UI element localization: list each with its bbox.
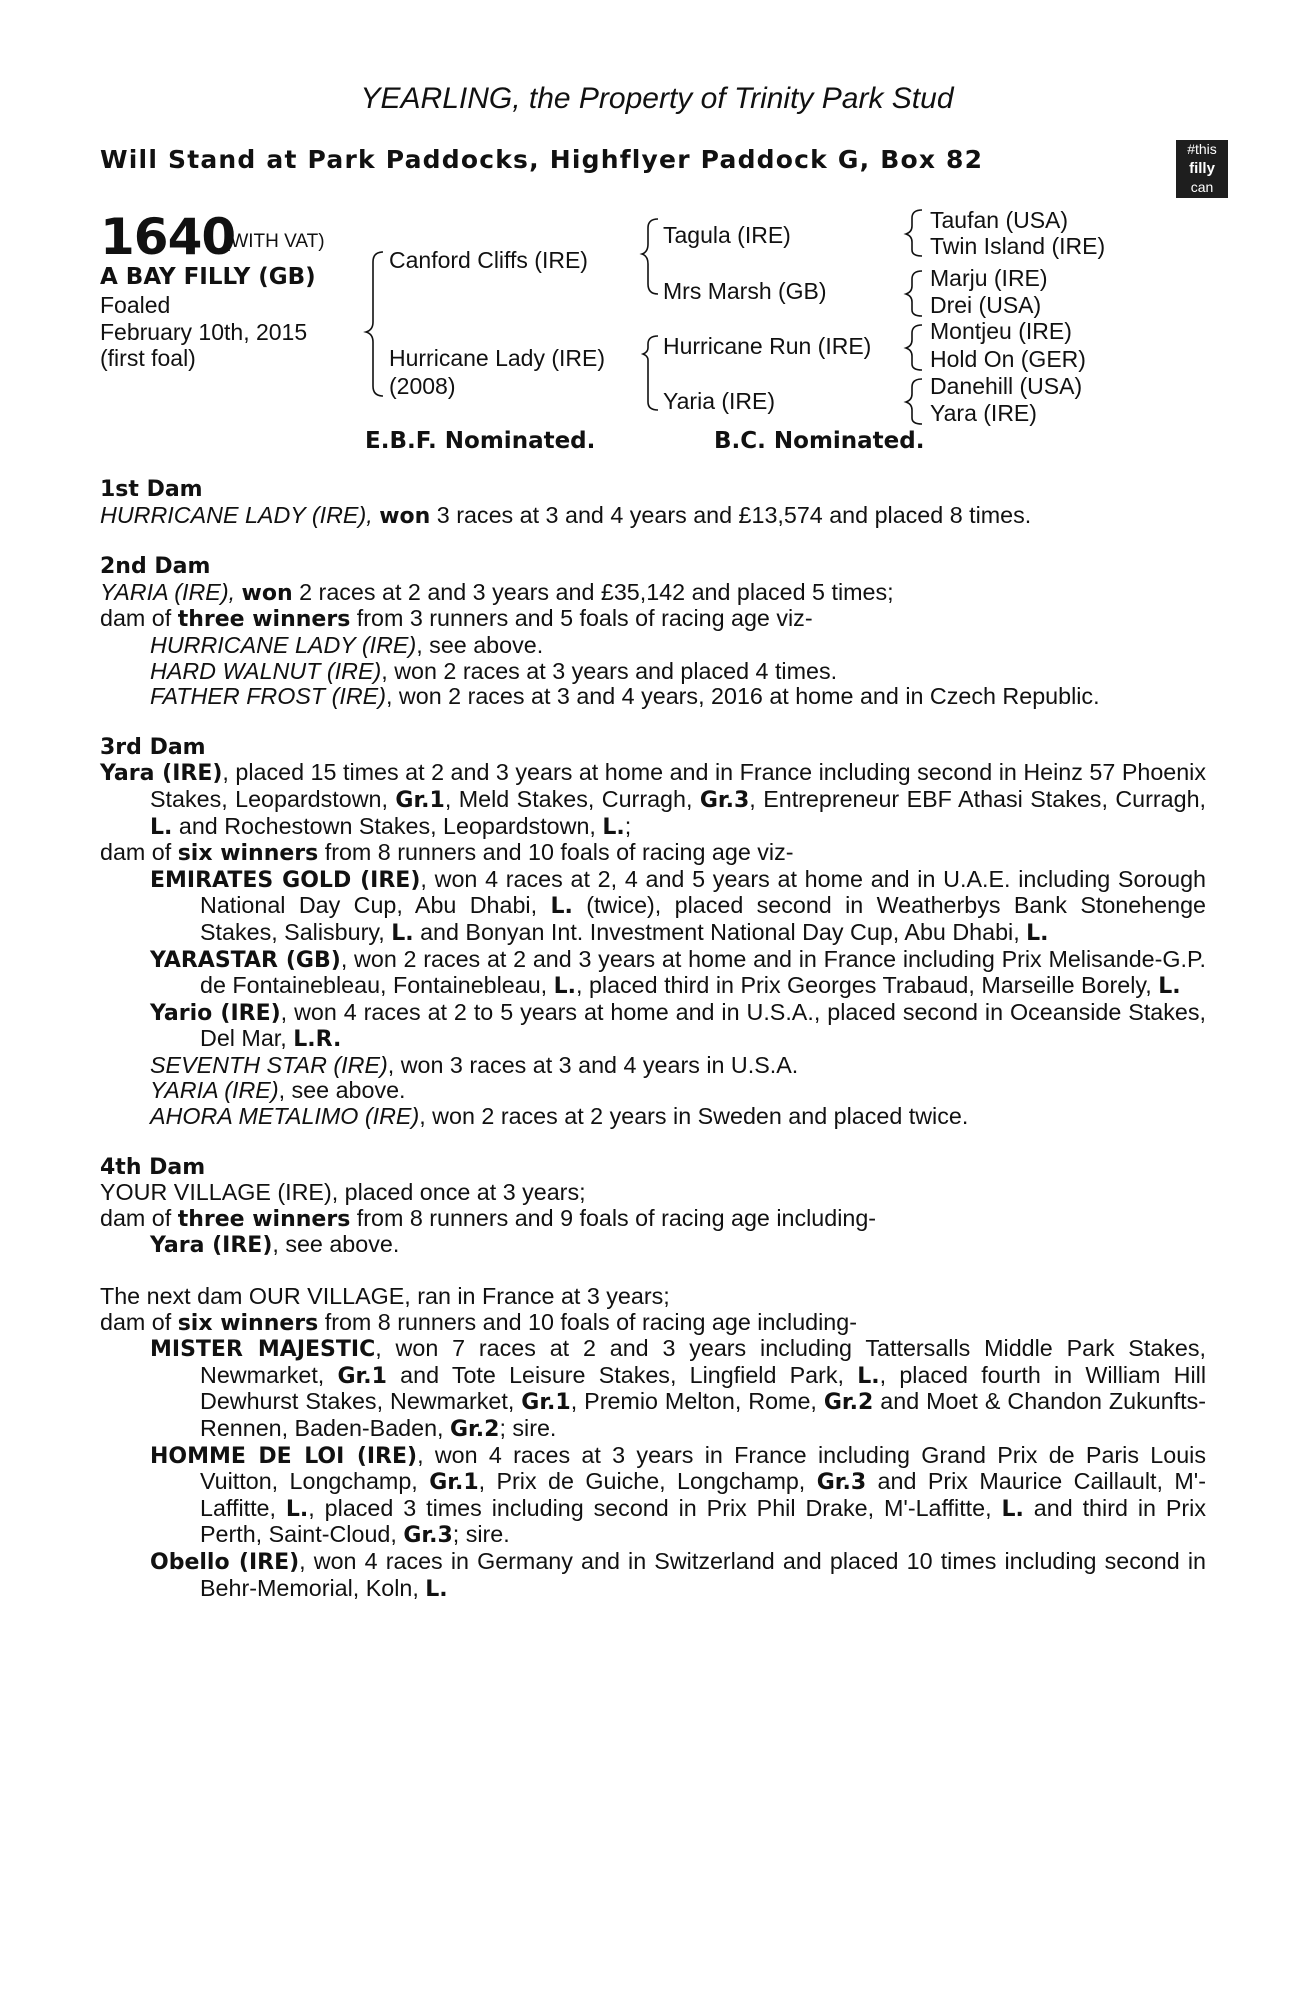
produce-text: (twice), placed second in Weatherbys Bank Stonehenge Stakes, Salisbury,: [200, 892, 1206, 945]
grade-label: Gr.1: [395, 787, 445, 813]
second-dam-name: YARIA (IRE),: [100, 578, 236, 605]
produce-name: YARASTAR (GB): [150, 947, 341, 973]
next-dam-record: The next dam OUR VILLAGE, ran in France at 3 years;: [100, 1283, 670, 1310]
foaling-info: [100, 292, 307, 372]
produce-text: , placed 3 times including second in Prix Phil Drake, M'-Laffitte,: [308, 1494, 1002, 1521]
produce-text: , won 4 races in Germany and in Switzerland and placed 10 times including second in Behr-Memorial, Koln,: [200, 1547, 1206, 1601]
gg-3: Marju (IRE): [930, 265, 1048, 291]
produce-name: FATHER FROST (IRE): [150, 683, 386, 710]
first-dam-record: [100, 503, 1206, 530]
winners-count: three winners: [177, 607, 351, 633]
produce-name: HARD WALNUT (IRE): [150, 657, 382, 684]
produce-name: SEVENTH STAR (IRE): [150, 1051, 388, 1078]
grade-label: Gr.2: [450, 1417, 500, 1442]
badge-line-2: filly: [1189, 160, 1215, 177]
produce-text: and third in Prix Perth, Saint-Cloud,: [200, 1494, 1206, 1548]
produce-text: ; sire.: [499, 1415, 557, 1441]
listed-label: L.: [1001, 1496, 1024, 1522]
produce-item: [100, 1053, 1206, 1079]
third-dam-name: Yara (IRE): [100, 761, 223, 787]
produce-text: ; sire.: [452, 1521, 510, 1548]
produce-item: [100, 1232, 1206, 1259]
produce-text: , won 4 races at 2, 4 and 5 years at home and in U.A.E. including Sorough National Day Cup, Abu Dhabi,: [200, 865, 1207, 919]
third-dam-record: [100, 760, 1206, 840]
first-dam-name: HURRICANE LADY (IRE),: [100, 501, 373, 528]
record-text: , Entrepreneur EBF Athasi Stakes, Curragh,: [749, 785, 1206, 812]
won-label: won: [379, 503, 431, 529]
grade-label: Gr.1: [429, 1470, 479, 1496]
listed-label: L.: [425, 1576, 448, 1602]
produce-item: [100, 633, 1206, 659]
vat-note: (WITH VAT): [224, 231, 325, 252]
gg-8: Yara (IRE): [930, 400, 1037, 426]
sire-dam: Mrs Marsh (GB): [663, 278, 827, 304]
grade-label: Gr.1: [337, 1363, 387, 1389]
produce-name: HURRICANE LADY (IRE): [150, 631, 417, 658]
produce-item: [100, 1104, 1206, 1130]
first-dam-heading: 1st Dam: [100, 477, 203, 502]
won-label: won: [241, 580, 293, 606]
produce-item: [100, 659, 1206, 685]
next-dam-produce: [100, 1310, 1206, 1337]
listed-label: L.: [602, 814, 625, 840]
foaled-label: Foaled: [100, 292, 171, 318]
second-dam-heading: 2nd Dam: [100, 554, 211, 580]
gg-1: Taufan (USA): [930, 207, 1069, 233]
produce-name: Yara (IRE): [150, 1233, 273, 1259]
listed-label: L.: [550, 894, 573, 920]
second-dam-produce: [100, 606, 1206, 633]
produce-text: , won 3 races at 3 and 4 years in U.S.A.: [387, 1051, 799, 1078]
first-dam-text: 3 races at 3 and 4 years and £13,574 and placed 8 times.: [430, 501, 1032, 528]
runners-text: from 8 runners and 10 foals of racing age viz-: [318, 839, 794, 866]
third-dam-produce: [100, 840, 1206, 867]
winners-count: three winners: [177, 1206, 351, 1232]
foaled-date: February 10th, 2015: [100, 318, 308, 345]
listed-label: L.: [553, 974, 576, 1000]
winners-count: six winners: [177, 1310, 319, 1336]
second-dam-text: 2 races at 2 and 3 years and £35,142 and placed 5 times;: [292, 578, 894, 605]
fourth-dam-record: YOUR VILLAGE (IRE), placed once at 3 years;: [100, 1179, 586, 1206]
produce-text: , won 2 races at 3 years and placed 4 times.: [381, 657, 838, 684]
listed-label: L.: [391, 920, 414, 946]
produce-text: , placed third in Prix Georges Trabaud, Marseille Borely,: [576, 972, 1159, 999]
produce-item: [100, 1443, 1206, 1549]
produce-item: [100, 684, 1206, 710]
badge-line-1: #this: [1187, 141, 1217, 157]
dam-dam: Yaria (IRE): [663, 388, 776, 414]
produce-text: , placed fourth in William Hill Dewhurst Stakes, Newmarket,: [200, 1361, 1206, 1415]
produce-text: , won 4 races at 3 years in France including Grand Prix de Paris Louis Vuitton, Longchamp,: [200, 1441, 1206, 1495]
listed-label: L.R.: [293, 1027, 342, 1053]
sire-sire: Tagula (IRE): [663, 222, 791, 248]
lot-description: A BAY FILLY (GB): [100, 264, 316, 290]
ebf-nominated: E.B.F. Nominated.: [365, 428, 596, 454]
produce-text: , Prix de Guiche, Longchamp,: [478, 1468, 817, 1495]
produce-name: AHORA METALIMO (IRE): [150, 1103, 420, 1130]
listed-label: L.: [285, 1496, 309, 1522]
gg-5: Montjeu (IRE): [930, 318, 1072, 344]
listed-label: L.: [1026, 920, 1049, 946]
winners-count: six winners: [177, 841, 319, 867]
produce-text: , won 2 races at 2 and 3 years at home and in France including Prix Melisande-G.P. de Fontainebleau, Fontainebleau,: [200, 945, 1206, 999]
fourth-dam-produce: [100, 1206, 1206, 1233]
produce-name: MISTER MAJESTIC: [150, 1337, 376, 1363]
produce-text: , won 2 races at 3 and 4 years, 2016 at home and in Czech Republic.: [385, 683, 1100, 710]
sire: Canford Cliffs (IRE): [389, 247, 588, 273]
listed-label: L.: [150, 814, 173, 840]
produce-text: and Moet & Chandon Zukunfts-Rennen, Baden-Baden,: [200, 1388, 1207, 1441]
second-dam-record: [100, 580, 1206, 607]
record-text: ;: [624, 812, 632, 839]
stand-location: Will Stand at Park Paddocks, Highflyer Paddock G, Box 82: [100, 145, 984, 174]
produce-item: [100, 947, 1206, 1000]
runners-text: from 8 runners and 9 foals of racing age including-: [350, 1204, 877, 1231]
produce-text: , won 2 races at 2 years in Sweden and placed twice.: [419, 1103, 969, 1130]
gg-7: Danehill (USA): [930, 373, 1083, 399]
record-text: , placed 15 times at 2 and 3 years at home and in France including second in Heinz 57 Phoenix Stakes, Leopardstown,: [150, 759, 1207, 812]
produce-text: and Tote Leisure Stakes, Lingfield Park,: [386, 1361, 858, 1388]
gg-4: Drei (USA): [930, 292, 1042, 318]
badge-line-3: can: [1190, 179, 1214, 195]
lot-number: 1640: [100, 208, 236, 266]
produce-text: , see above.: [416, 631, 544, 658]
produce-item: [100, 1336, 1206, 1442]
produce-text: , won 7 races at 2 and 3 years including Tattersalls Middle Park Stakes, Newmarket,: [200, 1335, 1206, 1388]
dam-of: dam of: [100, 605, 178, 632]
produce-item: [100, 867, 1206, 947]
record-text: , Meld Stakes, Curragh,: [444, 785, 700, 812]
page-title: YEARLING, the Property of Trinity Park Stud: [360, 82, 954, 115]
fourth-dam-heading: 4th Dam: [100, 1154, 206, 1180]
produce-name: HOMME DE LOI (IRE): [150, 1443, 418, 1469]
dam-sire: Hurricane Run (IRE): [663, 333, 872, 359]
dam-of: dam of: [100, 839, 178, 866]
foal-note: (first foal): [100, 345, 196, 371]
produce-name: Obello (IRE): [150, 1549, 300, 1575]
produce-item: [100, 1000, 1206, 1053]
gg-2: Twin Island (IRE): [930, 233, 1106, 259]
dam-of: dam of: [100, 1308, 178, 1335]
grade-label: Gr.1: [521, 1390, 571, 1416]
grade-label: Gr.3: [816, 1470, 867, 1496]
produce-text: , see above.: [278, 1077, 406, 1104]
record-text: and Rochestown Stakes, Leopardstown,: [172, 812, 603, 839]
produce-name: Yario (IRE): [150, 1000, 281, 1026]
dam-year: (2008): [389, 373, 456, 399]
this-filly-can-logo: [1176, 140, 1228, 198]
gg-6: Hold On (GER): [930, 346, 1086, 372]
produce-text: and Prix Maurice Caillault, M'-Laffitte,: [200, 1468, 1206, 1521]
third-dam-heading: 3rd Dam: [100, 734, 206, 760]
produce-item: [100, 1078, 1206, 1104]
runners-text: from 8 runners and 10 foals of racing age including-: [318, 1308, 857, 1335]
produce-name: EMIRATES GOLD (IRE): [150, 867, 421, 893]
grade-label: Gr.2: [823, 1390, 874, 1416]
bc-nominated: B.C. Nominated.: [714, 428, 925, 454]
listed-label: L.: [1158, 974, 1181, 1000]
produce-item: [100, 1549, 1206, 1602]
dam-of: dam of: [100, 1204, 178, 1231]
produce-record: [100, 477, 1206, 1602]
listed-label: L.: [857, 1363, 880, 1389]
produce-text: , see above.: [272, 1231, 400, 1258]
runners-text: from 3 runners and 5 foals of racing age viz-: [350, 605, 813, 632]
grade-label: Gr.3: [403, 1523, 453, 1549]
grade-label: Gr.3: [699, 787, 750, 813]
produce-name: YARIA (IRE): [150, 1077, 279, 1104]
produce-text: , won 4 races at 2 to 5 years at home and in U.S.A., placed second in Oceanside Stakes, Del Mar,: [200, 998, 1206, 1052]
produce-text: and Bonyan Int. Investment National Day Cup, Abu Dhabi,: [413, 918, 1027, 945]
produce-text: , Premio Melton, Rome,: [570, 1388, 824, 1415]
dam: Hurricane Lady (IRE): [389, 345, 606, 371]
